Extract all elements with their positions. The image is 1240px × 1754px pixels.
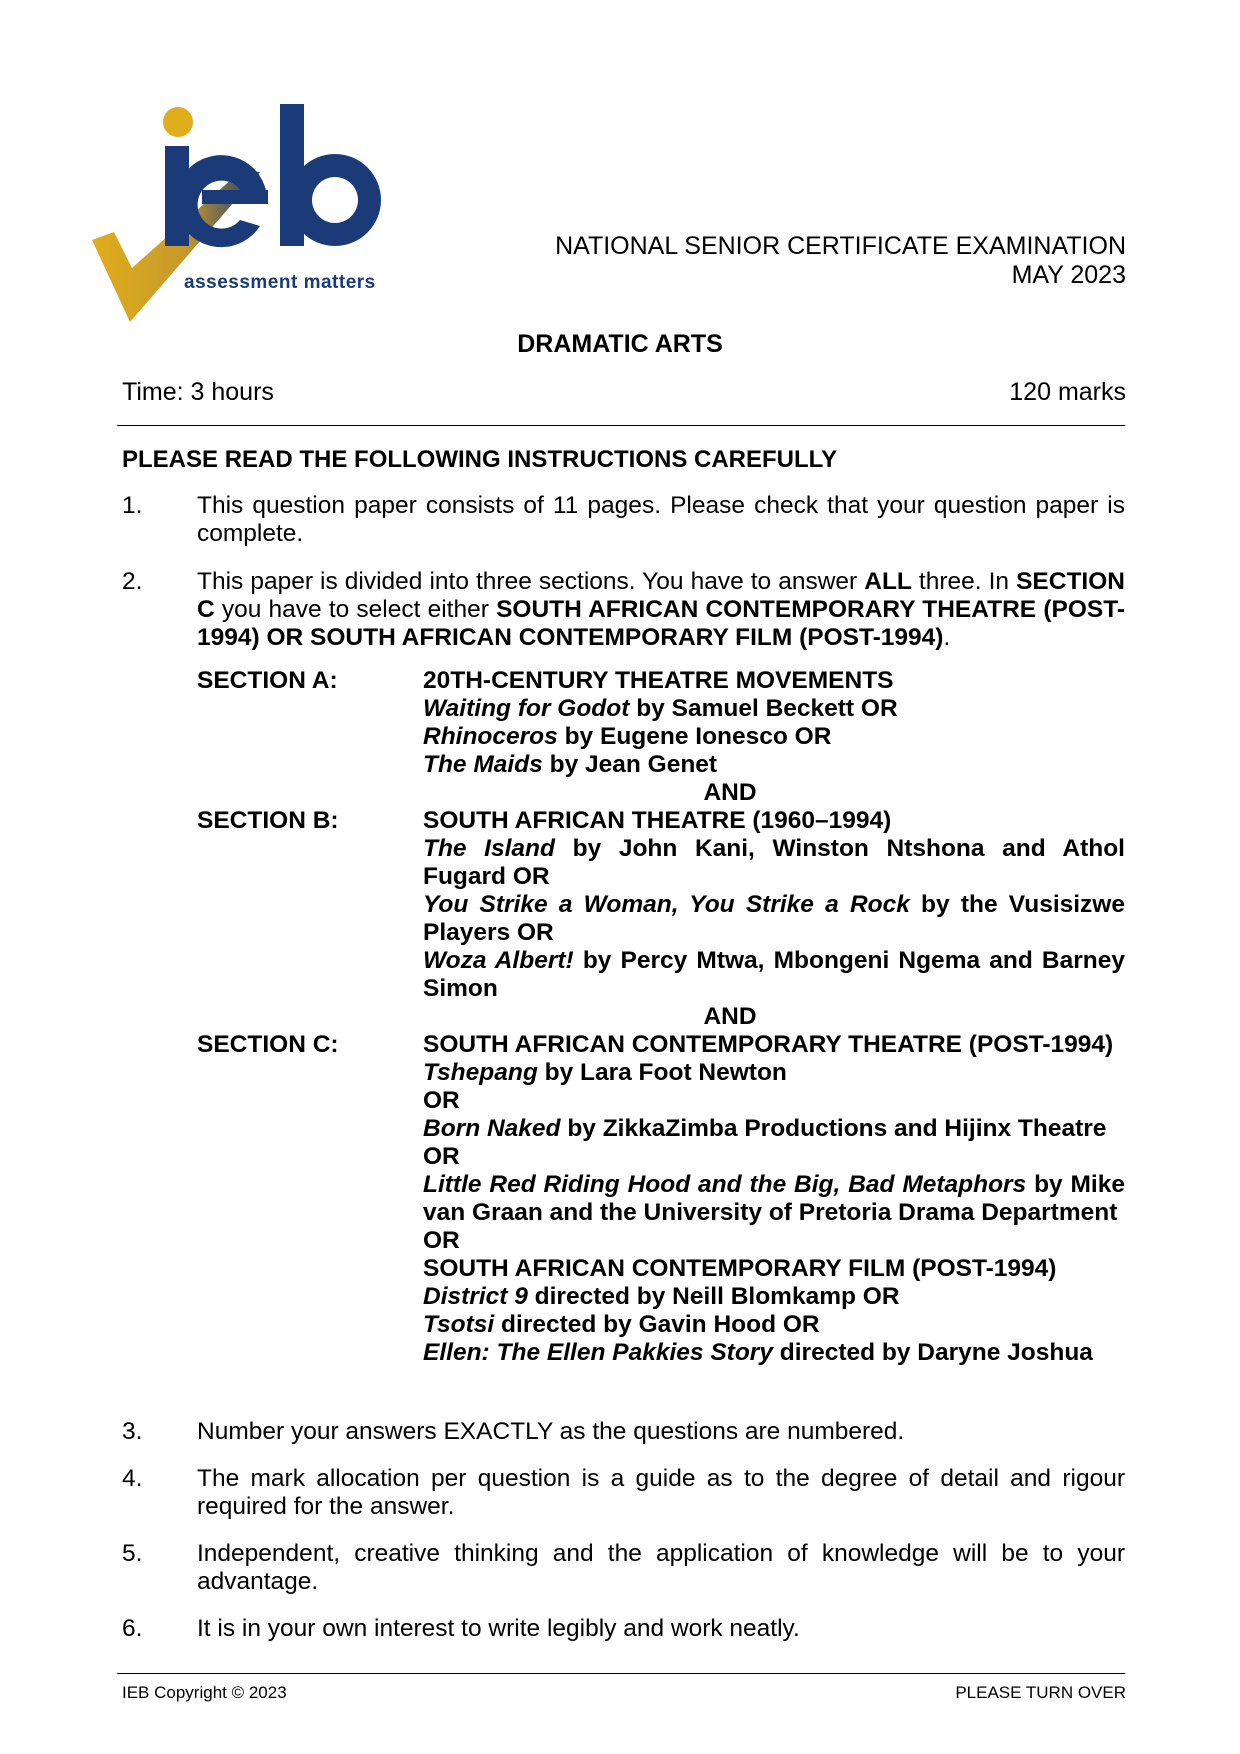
section-b [197,807,1125,1003]
section-c-label: SECTION C: [197,1031,339,1058]
set-film: Ellen: The Ellen Pakkies Story directed by Daryne Joshua [423,1339,1093,1366]
section-b-heading: SOUTH AFRICAN THEATRE (1960–1994) [423,807,892,834]
footer-copyright: IEB Copyright © 2023 [122,1683,287,1702]
header-divider [117,425,1125,426]
or-separator: OR [423,1227,460,1254]
item-text: Number your answers EXACTLY as the questions are numbered. [197,1418,905,1445]
item-number: 5. [122,1540,143,1567]
set-work: Tshepang by Lara Foot Newton [423,1059,787,1086]
instruction-item [122,568,1125,652]
set-work: The Island by John Kani, Winston Ntshona and Athol Fugard OR [423,835,1125,890]
section-a-heading: 20TH-CENTURY THEATRE MOVEMENTS [423,667,894,694]
set-work: Little Red Riding Hood and the Big, Bad Metaphors by Mike van Graan and the University of Pretoria Drama Department [423,1171,1125,1226]
item-number: 4. [122,1465,143,1492]
set-work: Waiting for Godot by Samuel Beckett OR [423,695,898,722]
instructions-heading: PLEASE READ THE FOLLOWING INSTRUCTIONS CAREFULLY [122,446,838,473]
set-film: District 9 directed by Neill Blomkamp OR [423,1283,900,1310]
instruction-item [122,1615,1125,1643]
item-number: 2. [122,568,143,595]
set-work: You Strike a Woman, You Strike a Rock by the Vusisizwe Players OR [423,891,1125,946]
set-work: Born Naked by ZikkaZimba Productions and Hijinx Theatre [423,1115,1107,1142]
instruction-item [122,1465,1125,1521]
section-a-label: SECTION A: [197,667,338,694]
ieb-logo [92,100,432,330]
instruction-item [122,1418,1125,1446]
film-heading: SOUTH AFRICAN CONTEMPORARY FILM (POST-1994) [423,1255,1057,1282]
item-text: The mark allocation per question is a guide as to the degree of detail and rigour required for the answer. [197,1465,1125,1520]
set-work: The Maids by Jean Genet [423,751,718,778]
ieb-logo-graphic [92,100,432,330]
subject-title: DRAMATIC ARTS [517,330,723,358]
and-separator: AND [703,779,757,806]
item-number: 3. [122,1418,143,1445]
section-c [197,1031,1125,1367]
footer-turn-over: PLEASE TURN OVER [955,1683,1126,1702]
time-allowed: Time: 3 hours [122,378,274,406]
item-number: 1. [122,492,143,519]
exam-title: NATIONAL SENIOR CERTIFICATE EXAMINATION [555,232,1126,260]
and-separator: AND [703,1003,757,1030]
set-film: Tsotsi directed by Gavin Hood OR [423,1311,820,1338]
instruction-item [122,1540,1125,1596]
section-a [197,667,1125,779]
sections-list [197,667,1125,1367]
or-separator: OR [423,1143,460,1170]
set-work: Woza Albert! by Percy Mtwa, Mbongeni Ngema and Barney Simon [423,947,1125,1002]
item-number: 6. [122,1615,143,1642]
set-work: Rhinoceros by Eugene Ionesco OR [423,723,832,750]
or-separator: OR [423,1087,460,1114]
logo-tagline: assessment matters [184,272,376,293]
item-text: This paper is divided into three sections. You have to answer ALL three. In SECTION C you have to select either SOUTH AFRICAN CONTEMPORARY THEATRE (POST-1994) OR SOUTH AFRICAN CONTEMPORARY FILM (POST-1994). [197,568,1125,651]
item-text: It is in your own interest to write legibly and work neatly. [197,1615,800,1642]
item-text: This question paper consists of 11 pages. Please check that your question paper is complete. [197,492,1125,547]
exam-date: MAY 2023 [1011,261,1126,289]
total-marks: 120 marks [1009,378,1126,406]
instruction-item [122,492,1125,548]
item-text: Independent, creative thinking and the application of knowledge will be to your advantage. [197,1540,1125,1595]
section-b-label: SECTION B: [197,807,339,834]
section-c-heading: SOUTH AFRICAN CONTEMPORARY THEATRE (POST-1994) [423,1031,1114,1058]
footer-divider [117,1673,1125,1674]
